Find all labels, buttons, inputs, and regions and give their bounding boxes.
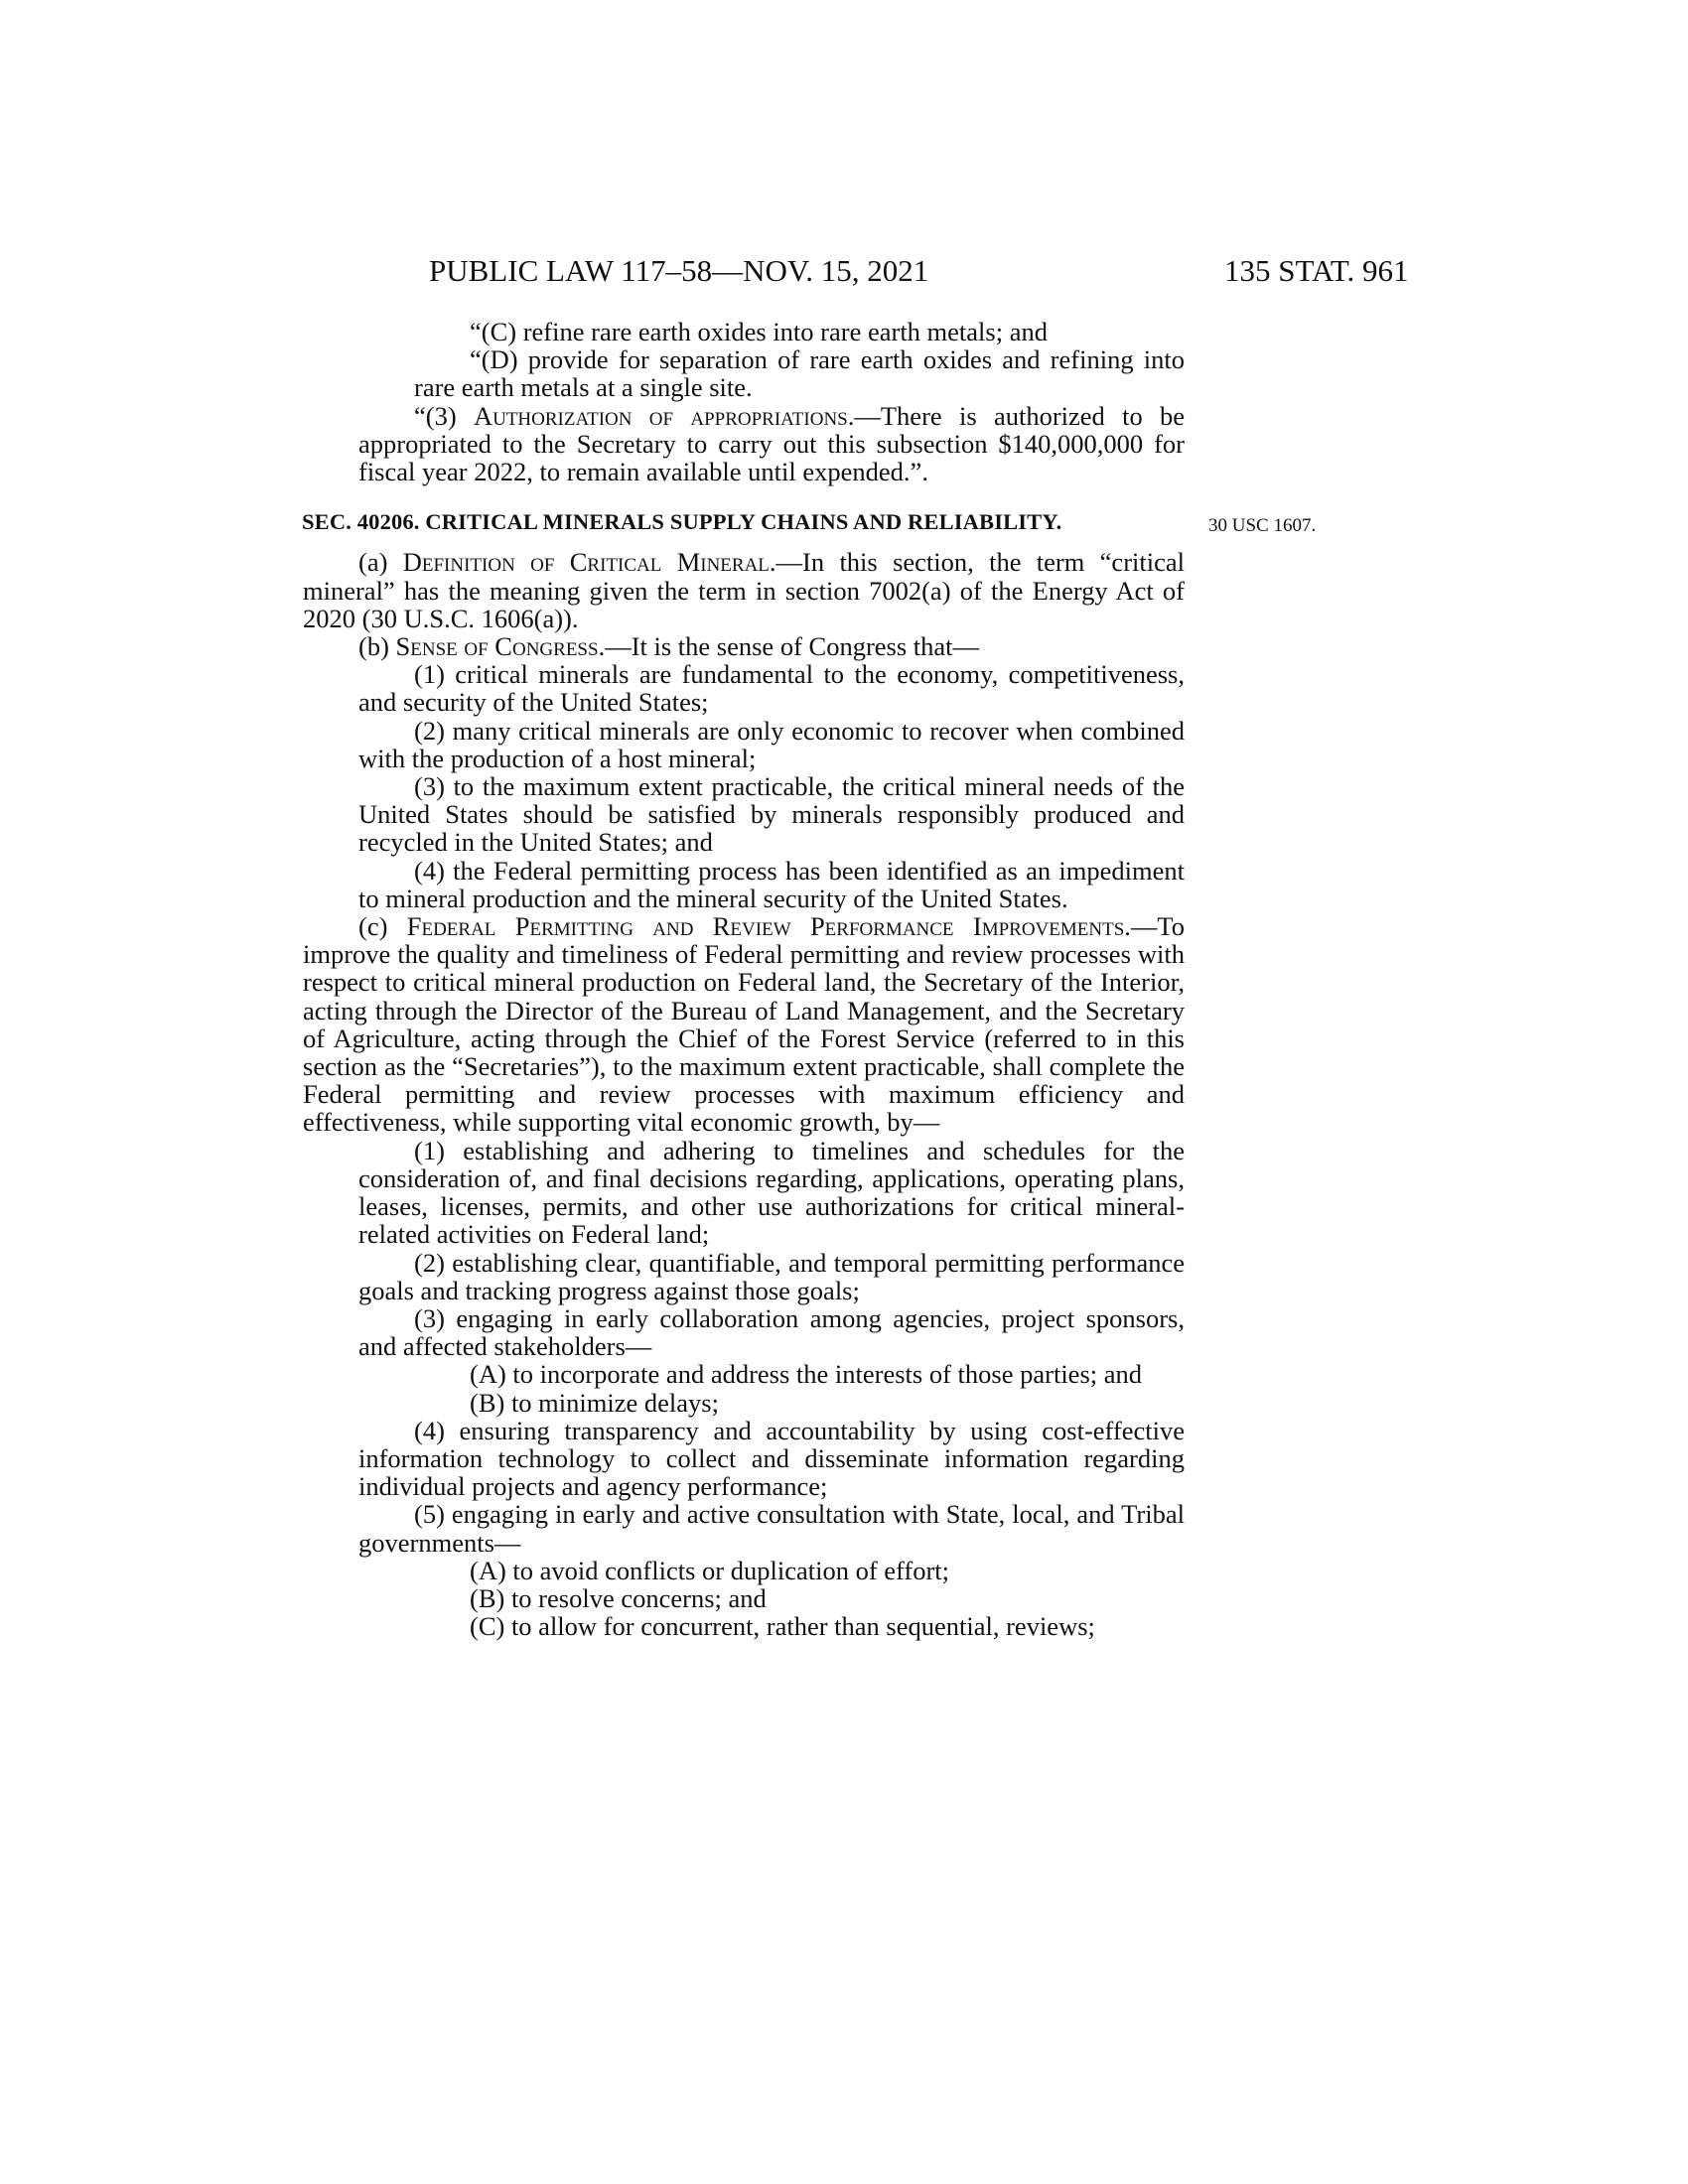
- section-heading-row: [302, 508, 1317, 537]
- subsection-c-paragraph-5a: (A) to avoid conflicts or duplication of effort;: [470, 1555, 950, 1585]
- subsection-c-paragraph-5c: (C) to allow for concurrent, rather than sequential, reviews;: [470, 1611, 1095, 1642]
- running-header-title: PUBLIC LAW 117–58—NOV. 15, 2021: [429, 253, 929, 288]
- auth-text: .—There is authorized to be appropriated to the Secretary to carry out this subsection $140,000,000 for fiscal year 2022, to remain available until expended.”.: [358, 400, 1186, 487]
- subsection-c-heading: Federal Permitting and Review Performance Improvements: [406, 911, 1125, 942]
- section-heading: SEC. 40206. CRITICAL MINERALS SUPPLY CHAINS AND RELIABILITY.: [302, 509, 1062, 535]
- subsection-c-paragraph-5: (5) engaging in early and active consultation with State, local, and Tribal governments—: [358, 1499, 1185, 1558]
- subsection-c-text: .—To improve the quality and timeliness of Federal permitting and review processes with respect to critical mineral production on Federal land, the Secretary of the Interior, acting through the Director of the Bureau of Land Management, and the Secretary of Agriculture, acting through the Chief of the Forest Service (referred to in this section as the “Secretaries”), to the maximum extent practicable, shall complete the Federal permitting and review processes with maximum efficiency and effectiveness, while supporting vital economic growth, by—: [303, 911, 1185, 1138]
- auth-heading: Authorization of appropriations: [473, 400, 848, 431]
- subsection-b-label: (b): [358, 631, 396, 662]
- subsection-a-heading: Definition of Critical Mineral: [402, 547, 770, 578]
- auth-number: “(3): [414, 400, 474, 431]
- subsection-a-text: .—In this section, the term “critical mineral” has the meaning given the term in section 7002(a) of the Energy Act of 2020 (30 U.S.C. 1606(a)).: [303, 547, 1185, 633]
- subsection-b-item: (3) to the maximum extent practicable, the critical mineral needs of the United States should be satisfied by minerals responsibly produced and recycled in the United States; and: [358, 771, 1185, 858]
- subsection-c-paragraph-5b: (B) to resolve concerns; and: [470, 1582, 767, 1613]
- authorization-paragraph: [303, 402, 1185, 486]
- subsection-c-label: (c): [358, 911, 407, 942]
- subsection-b-heading: Sense of Congress: [395, 631, 599, 662]
- subsection-c: [303, 912, 1185, 1137]
- subsection-c-paragraph-3: (3) engaging in early collaboration among agencies, project sponsors, and affected stakeholders—: [358, 1302, 1185, 1362]
- page-number: 135 STAT. 961: [1224, 253, 1409, 288]
- subsection-c-paragraph-3b: (B) to minimize delays;: [470, 1387, 719, 1418]
- subsection-b: [303, 632, 1185, 660]
- paragraph-d-carryover: “(D) provide for separation of rare earth oxides and refining into rare earth metals at a single site.: [414, 344, 1185, 403]
- subsection-c-paragraph-4: (4) ensuring transparency and accountability by using cost-effective information technology to collect and disseminate information regarding individual projects and agency performance;: [358, 1415, 1185, 1502]
- subsection-c-paragraph-2: (2) establishing clear, quantifiable, and temporal permitting performance goals and tracking progress against those goals;: [358, 1247, 1185, 1305]
- subsection-c-paragraph-3a: (A) to incorporate and address the interests of those parties; and: [470, 1359, 1143, 1390]
- subsection-c-paragraph-1: (1) establishing and adhering to timelines and schedules for the consideration of, and final decisions regarding, applications, operating plans, leases, licenses, permits, and other use authorizations for critical mineral-related activities on Federal land;: [358, 1135, 1185, 1250]
- document-body: [302, 317, 1317, 1642]
- paragraph-c-carryover: “(C) refine rare earth oxides into rare earth metals; and: [470, 317, 1048, 346]
- subsection-b-item: (4) the Federal permitting process has been identified as an impediment to mineral production and the mineral security of the United States.: [358, 855, 1185, 913]
- subsection-a: [303, 548, 1185, 632]
- subsection-b-text: .—It is the sense of Congress that—: [598, 631, 980, 662]
- margin-citation: 30 USC 1607.: [1208, 515, 1317, 537]
- subsection-a-label: (a): [358, 547, 403, 578]
- subsection-b-item: (1) critical minerals are fundamental to the economy, competitiveness, and security of the United States;: [358, 659, 1185, 718]
- subsection-b-item: (2) many critical minerals are only economic to recover when combined with the production of a host mineral;: [358, 715, 1185, 773]
